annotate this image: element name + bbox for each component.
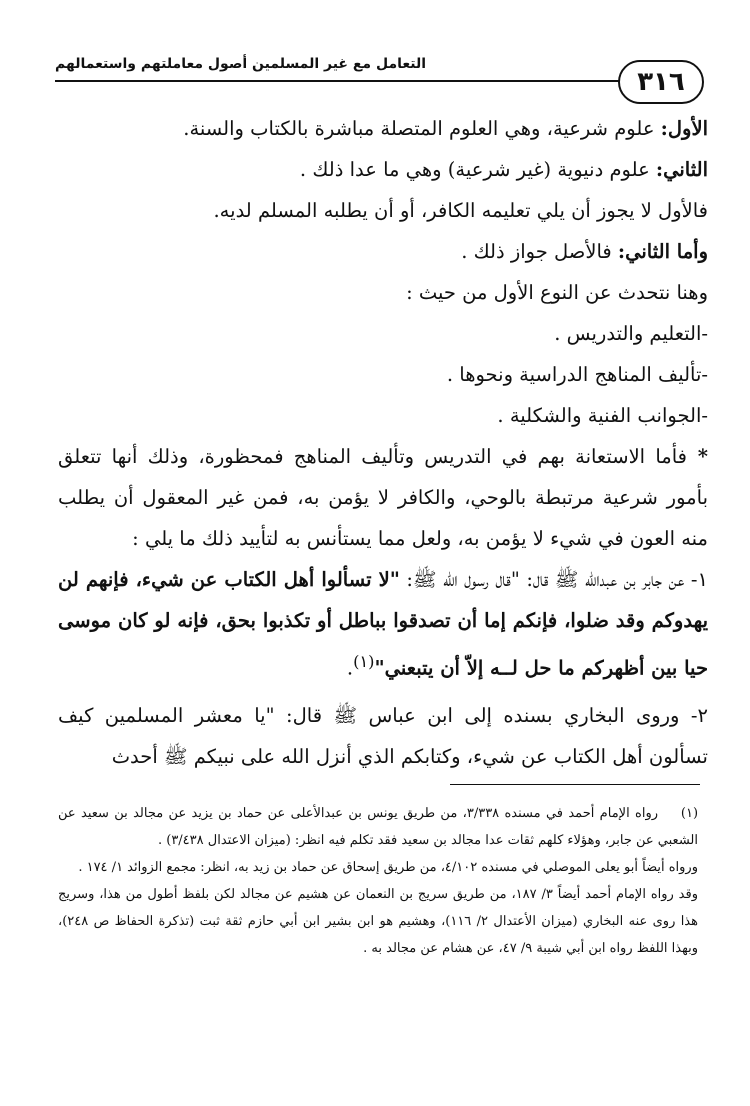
ruling-second-label: وأما الثاني: bbox=[617, 240, 708, 263]
list-item-curricula: -تأليف المناهج الدراسية ونحوها . bbox=[446, 363, 708, 386]
first-type-text: علوم شرعية، وهي العلوم المتصلة مباشرة بالكتاب والسنة. bbox=[183, 117, 661, 140]
list-item-teaching: -التعليم والتدريس . bbox=[554, 322, 708, 345]
footnote-1-line-3: وقد رواه الإمام أحمد أيضاً ٣/ ١٨٧، من طريق سريج بن النعمان عن هشيم عن مجالد لكن بلفظ أطول من هذا، وسريج هذا روى عنه البخاري (ميزان الأعتدال ٢/ ١١٦)، وهشيم هو ابن بشير ابن أبي حازم ثقة ثبت (تذكرة الحفاظ ص ٢٤٨)، وبهذا اللفظ رواه ابن أبي شيبة ٩/ ٤٧، عن هشام عن مجالد به . bbox=[58, 887, 698, 956]
footnote-rule bbox=[450, 784, 700, 785]
paragraph-intro-list: وهنا نتحدث عن النوع الأول من حيث : bbox=[406, 281, 708, 304]
paragraph-prohibition bbox=[58, 436, 708, 559]
running-header-title: التعامل مع غير المسلمين أصول معاملتهم واستعمالهم bbox=[55, 56, 427, 72]
star-marker: * bbox=[686, 445, 708, 468]
hadith-1-quote: "لا تسألوا أهل الكتاب عن شيء، فإنهم لن يهدوكم وقد ضلوا، فإنكم إما أن تصدقوا بباطل أو تكذبوا بحق، فإنه لو كان موسى حيا بين أظهركم ما حل لــه إلاّ أن يتبعني" bbox=[58, 568, 708, 680]
second-type-label: الثاني: bbox=[655, 158, 708, 181]
footnote-1-line-2: ورواه أيضاً أبو يعلى الموصلي في مسنده ٤/١٠٢، من طريق إسحاق عن حماد بن زيد به، انظر: مجمع الزوائد ١/ ١٧٤ . bbox=[78, 860, 698, 875]
footnote-1-text: رواه الإمام أحمد في مسنده ٣/٣٣٨، من طريق يونس بن عبدالأعلى عن حماد بن يزيد عن مجالد بن سعيد عن الشعبي عن جابر، وهؤلاء كلهم ثقات عدا مجالد بن سعيد فقد تكلم فيه انظر: (ميزان الاعتدال ٣/٤٣٨) . bbox=[58, 806, 698, 848]
first-type-label: الأول: bbox=[660, 117, 708, 140]
second-type-text: علوم دنيوية (غير شرعية) وهي ما عدا ذلك . bbox=[299, 158, 656, 181]
hadith-1-intro: ١- عن جابر بن عبدالله ﷺ قال: "قال رسول الله ﷺ: bbox=[399, 568, 708, 591]
main-text bbox=[58, 108, 708, 777]
footnote-1-line-1 bbox=[58, 800, 698, 854]
footnotes bbox=[58, 800, 698, 962]
list-item-technical: -الجوانب الفنية والشكلية . bbox=[497, 404, 708, 427]
header-rule bbox=[55, 80, 625, 82]
page-number-badge: ٣١٦ bbox=[618, 60, 704, 104]
paragraph-first-type bbox=[58, 108, 708, 149]
paragraph-hadith-2: ٢- وروى البخاري بسنده إلى ابن عباس ﷺ قال: "يا معشر المسلمين كيف تسألون أهل الكتاب عن شيء، وكتابكم الذي أنزل الله على نبيكم ﷺ أحدث bbox=[58, 703, 708, 768]
footnote-marker: (١) bbox=[680, 806, 699, 821]
hadith-1-end: . bbox=[346, 656, 354, 680]
paragraph-second-type bbox=[58, 149, 708, 190]
prohibition-text: فأما الاستعانة بهم في التدريس وتأليف المناهج فمحظورة، وذلك أنها تتعلق بأمور شرعية مرتبطة بالوحي، والكافر لا يؤمن به، فمن غير المعقول أن يطلب منه العون في شيء لا يؤمن به، ولعل مما يستأنس به لتأييد ذلك ما يلي : bbox=[58, 445, 708, 550]
paragraph-ruling-second bbox=[58, 231, 708, 272]
ruling-second-text: فالأصل جواز ذلك . bbox=[461, 240, 618, 263]
paragraph-hadith-1 bbox=[58, 559, 708, 689]
paragraph-ruling-first: فالأول لا يجوز أن يلي تعليمه الكافر، أو أن يطلبه المسلم لديه. bbox=[213, 199, 708, 222]
footnote-ref-1: (١) bbox=[353, 652, 375, 671]
